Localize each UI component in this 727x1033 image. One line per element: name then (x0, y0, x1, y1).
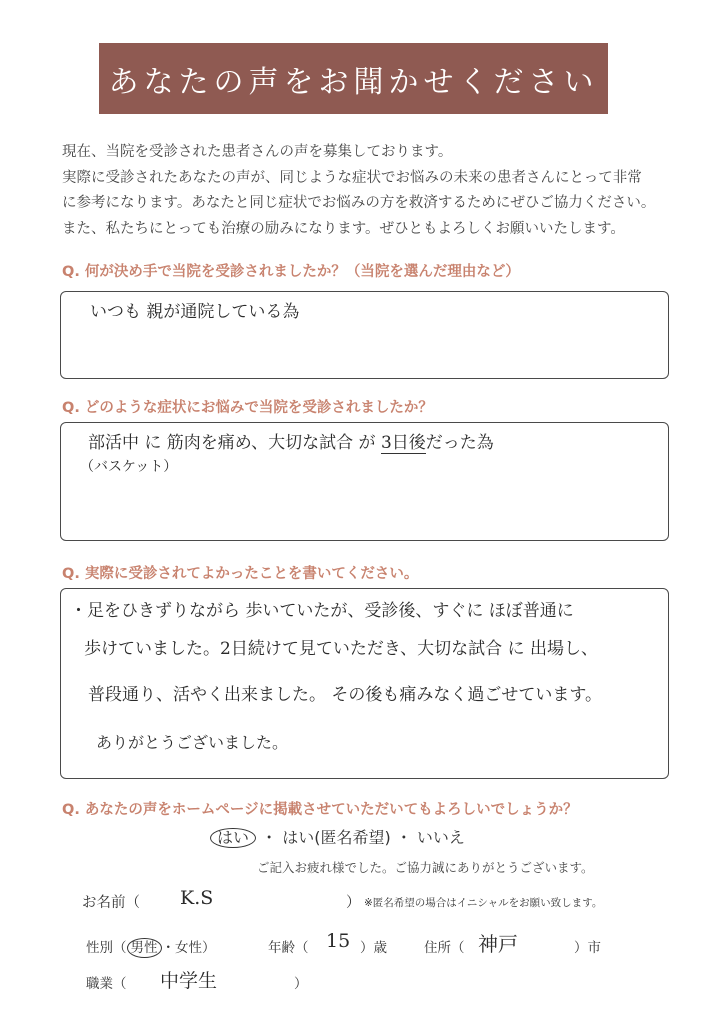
option-separator: ・ (395, 828, 412, 847)
option-separator: ・ (261, 828, 278, 847)
answer-2-underlined: 3日後 (380, 433, 426, 453)
answer-3-line: ・足をひきずりながら 歩いていたが、受診後、すぐに ほぼ普通に (70, 601, 574, 621)
gender-label: 性別（ (86, 940, 127, 956)
title-banner (99, 43, 608, 114)
question-4: Q. あなたの声をホームページに掲載させていただいてもよろしいでしょうか？ (62, 802, 578, 818)
gender-separator: ・ (161, 940, 175, 956)
age-close: ）歳 (360, 940, 387, 956)
question-2: Q. どのような症状にお悩みで当院を受診されましたか？ (62, 400, 433, 416)
age-label: 年齢（ (268, 940, 309, 956)
name-value[interactable]: K.S (180, 887, 214, 909)
answer-2-part-a: 部活中 に 筋肉を痛め、大切な試合 が (88, 433, 376, 453)
option-yes-circled[interactable]: はい (210, 828, 256, 848)
answer-3-line: ありがとうございました。 (96, 733, 289, 752)
intro-text (62, 140, 682, 242)
question-3: Q. 実際に受診されてよかったことを書いてください。 (62, 566, 419, 582)
job-close: ） (294, 976, 308, 992)
address-label: 住所（ (424, 940, 465, 956)
answer-1-text: いつも 親が通院している為 (90, 302, 300, 322)
gender-field (86, 936, 216, 958)
intro-line: に参考になります。あなたと同じ症状でお悩みの方を救済するためにぜひご協力ください。 (62, 195, 656, 211)
thanks-text: ご記入お疲れ様でした。ご協力誠にありがとうございます。 (257, 860, 594, 875)
job-value[interactable]: 中学生 (160, 970, 218, 992)
job-label: 職業（ (86, 976, 127, 992)
answer-2-line-2: （バスケット） (80, 459, 178, 475)
question-1: Q. 何が決め手で当院を受診されましたか？（当院を選んだ理由など） (62, 264, 520, 280)
age-value[interactable]: 15 (326, 930, 351, 952)
intro-line: また、私たちにとっても治療の励みになります。ぜひともよろしくお願いいたします。 (62, 220, 625, 237)
name-note: ※匿名希望の場合はイニシャルをお願い致します。 (364, 897, 603, 909)
publish-options (210, 825, 465, 848)
option-anonymous[interactable]: はい(匿名希望) (282, 828, 391, 847)
name-close: ） (346, 895, 361, 911)
name-label: お名前（ (82, 895, 140, 911)
gender-male-circled[interactable]: 男性 (127, 938, 162, 958)
answer-2-line-1 (88, 428, 494, 453)
answer-3-line: 普段通り、活やく出来ました。 その後も痛みなく過ごせています。 (88, 685, 603, 705)
address-close: ）市 (574, 940, 601, 956)
intro-line: 現在、当院を受診された患者さんの声を募集しております。 (62, 144, 453, 160)
gender-female[interactable]: 女性） (175, 940, 216, 956)
page-title: あなたの声をお聞かせください (108, 64, 599, 100)
address-value[interactable]: 神戸 (478, 932, 518, 956)
answer-3-line: 歩けていました。2日続けて見ていただき、大切な試合 に 出場し、 (84, 639, 598, 659)
intro-line: 実際に受診されたあなたの声が、同じような症状でお悩みの未来の患者さんにとって非常 (62, 169, 642, 186)
option-no[interactable]: いいえ (416, 828, 465, 847)
answer-2-part-c: だった為 (425, 433, 494, 453)
